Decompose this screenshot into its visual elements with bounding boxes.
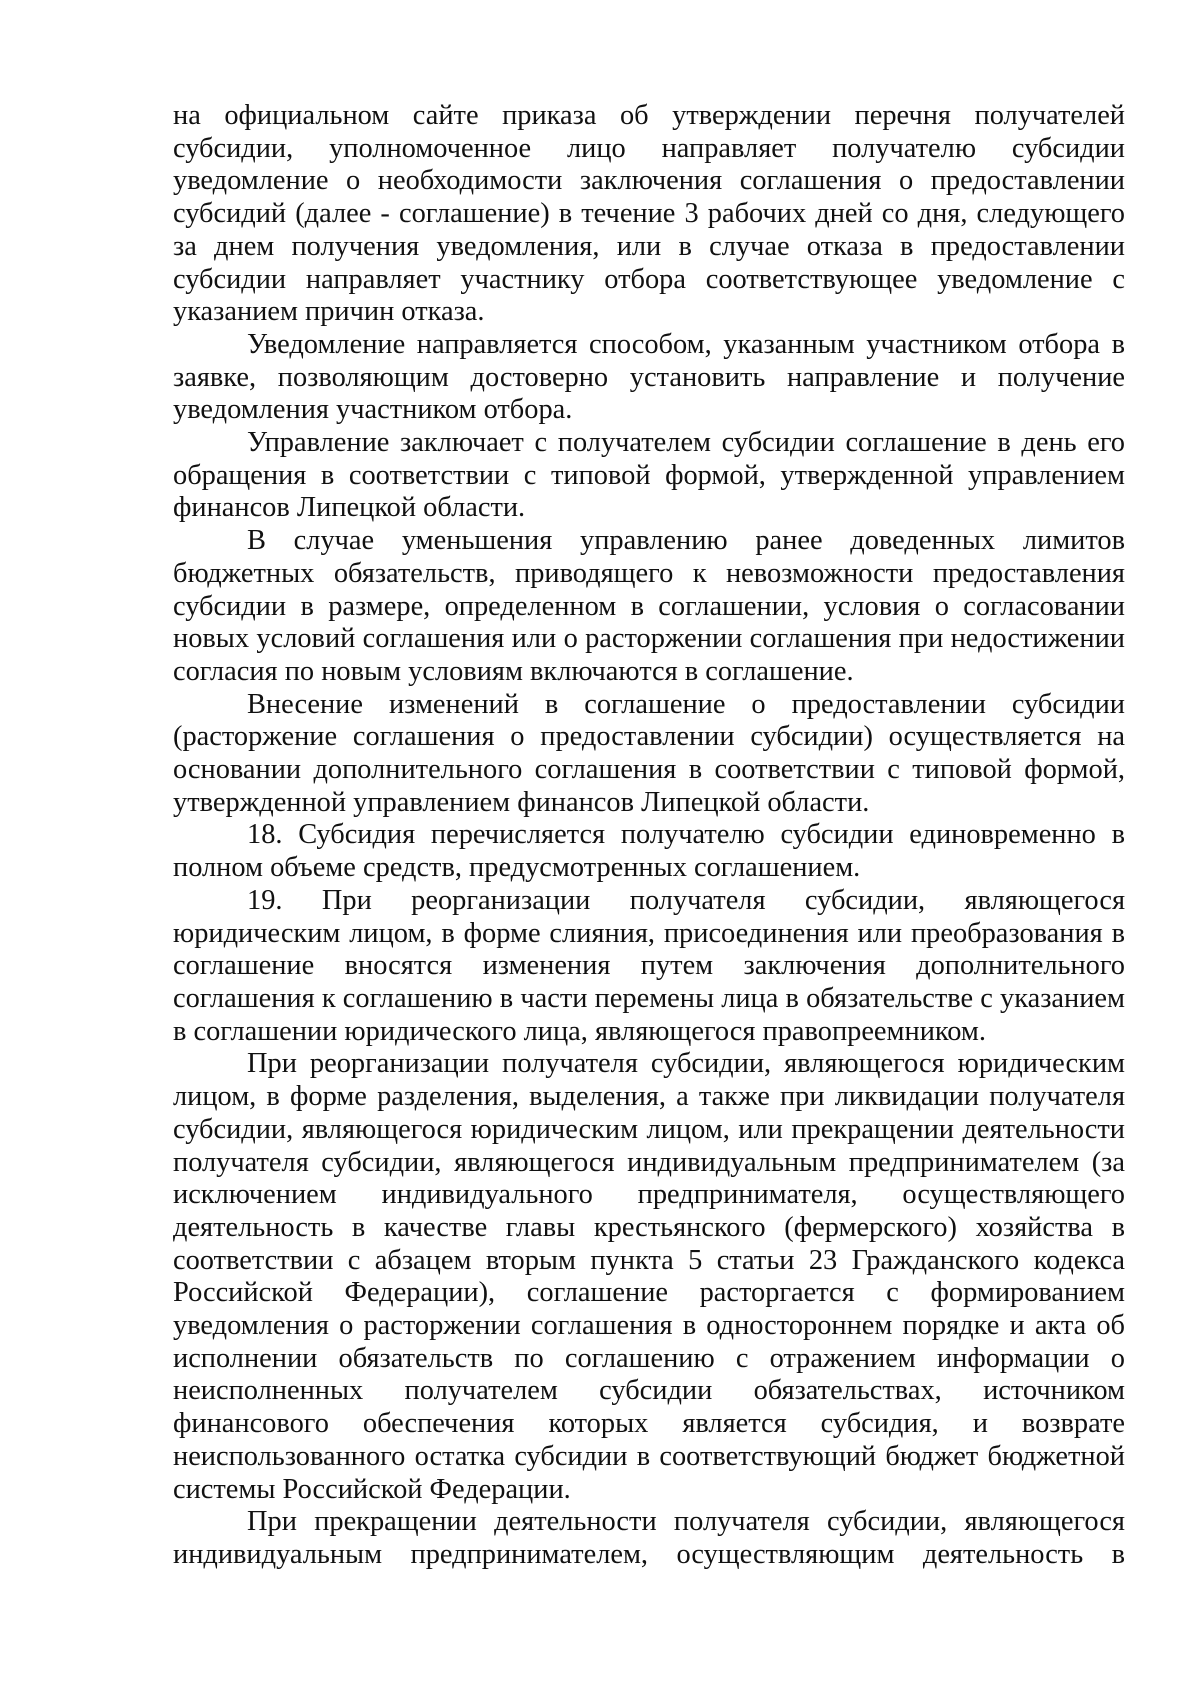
paragraph-1: на официальном сайте приказа об утверждении перечня получателей субсидии, уполномоченное лицо направляет получателю субсидии уведомление о необходимости заключения соглашения о предоставлении субсидий (далее - соглашение) в течение 3 рабочих дней со дня, следующего за днем получения уведомления, или в случае отказа в предоставлении субсидии направляет участнику отбора соответствующее уведомление с указанием причин отказа.: [173, 100, 1125, 328]
paragraph-18: 18. Субсидия перечисляется получателю субсидии единовременно в полном объеме средств, предусмотренных соглашением.: [173, 819, 1125, 884]
paragraph-19: 19. При реорганизации получателя субсидии, являющегося юридическим лицом, в форме слияния, присоединения или преобразования в соглашение вносятся изменения путем заключения дополнительного соглашения к соглашению в части перемены лица в обязательстве с указанием в соглашении юридического лица, являющегося правопреемником.: [173, 884, 1125, 1047]
paragraph-8: При реорганизации получателя субсидии, являющегося юридическим лицом, в форме разделения, выделения, а также при ликвидации получателя субсидии, являющегося юридическим лицом, или прекращении деятельности получателя субсидии, являющегося индивидуальным предпринимателем (за исключением индивидуального предпринимателя, осуществляющего деятельность в качестве главы крестьянского (фермерского) хозяйства в соответствии с абзацем вторым пункта 5 статьи 23 Гражданского кодекса Российской Федерации), соглашение расторгается с формированием уведомления о расторжении соглашения в одностороннем порядке и акта об исполнении обязательств по соглашению с отражением информации о неисполненных получателем субсидии обязательствах, источником финансового обеспечения которых является субсидия, и возврате неиспользованного остатка субсидии в соответствующий бюджет бюджетной системы Российской Федерации.: [173, 1048, 1125, 1505]
paragraph-4: В случае уменьшения управлению ранее доведенных лимитов бюджетных обязательств, приводящего к невозможности предоставления субсидии в размере, определенном в соглашении, условия о согласовании новых условий соглашения или о расторжении соглашения при недостижении согласия по новым условиям включаются в соглашение.: [173, 525, 1125, 687]
document-body: [173, 100, 1125, 1572]
paragraph-2: Уведомление направляется способом, указанным участником отбора в заявке, позволяющим достоверно установить направление и получение уведомления участником отбора.: [173, 328, 1125, 426]
paragraph-5: Внесение изменений в соглашение о предоставлении субсидии (расторжение соглашения о предоставлении субсидии) осуществляется на основании дополнительного соглашения в соответствии с типовой формой, утвержденной управлением финансов Липецкой области.: [173, 688, 1125, 818]
paragraph-3: Управление заключает с получателем субсидии соглашение в день его обращения в соответствии с типовой формой, утвержденной управлением финансов Липецкой области.: [173, 427, 1125, 524]
paragraph-9: При прекращении деятельности получателя субсидии, являющегося индивидуальным предпринимателем, осуществляющим деятельность в: [173, 1506, 1125, 1570]
